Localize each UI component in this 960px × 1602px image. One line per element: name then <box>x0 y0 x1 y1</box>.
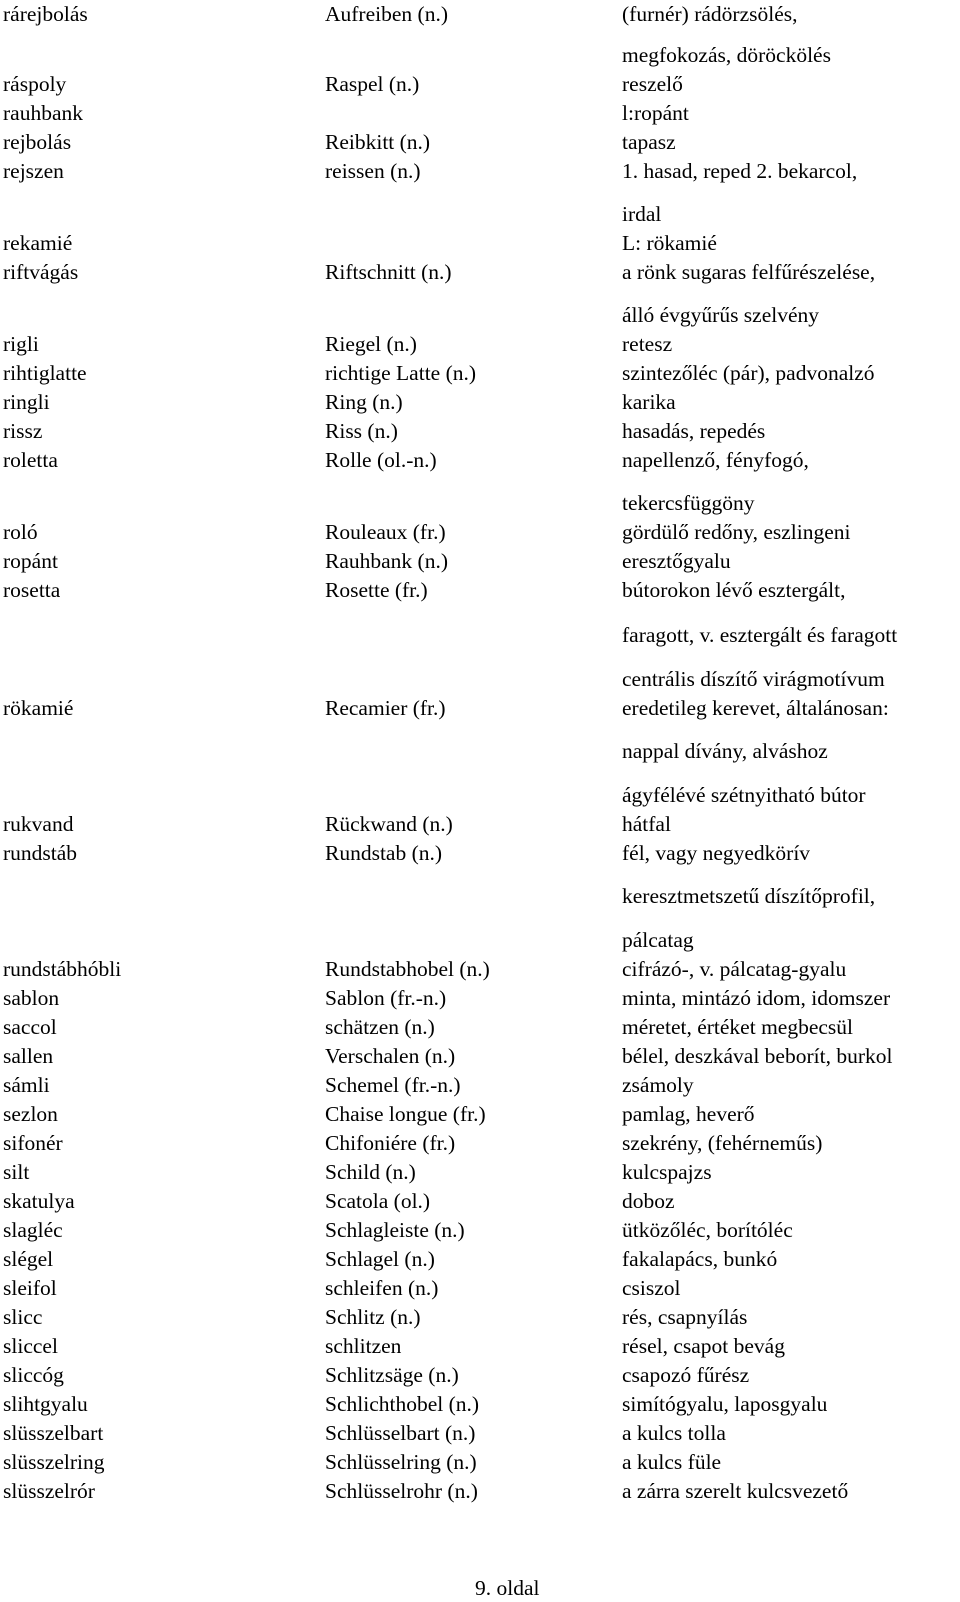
definition: megfokozás, döröckölés <box>622 43 831 67</box>
glossary-row <box>0 70 960 98</box>
definition: pálcatag <box>622 928 694 952</box>
hungarian-term: sleifol <box>3 1276 57 1300</box>
glossary-row <box>0 1013 960 1041</box>
glossary-row <box>0 882 960 910</box>
glossary-row <box>0 99 960 127</box>
hungarian-term: rukvand <box>3 812 74 836</box>
definition: reszelő <box>622 72 683 96</box>
definition: karika <box>622 390 676 414</box>
glossary-row <box>0 446 960 474</box>
glossary-row <box>0 1216 960 1244</box>
source-term: reissen (n.) <box>325 159 421 183</box>
source-term: Sablon (fr.-n.) <box>325 986 447 1010</box>
source-term: Chaise longue (fr.) <box>325 1102 486 1126</box>
hungarian-term: sifonér <box>3 1131 63 1155</box>
glossary-row <box>0 359 960 387</box>
definition: napellenző, fényfogó, <box>622 448 809 472</box>
hungarian-term: roló <box>3 520 38 544</box>
hungarian-term: rekamié <box>3 231 73 255</box>
hungarian-term: saccol <box>3 1015 57 1039</box>
glossary-row <box>0 417 960 445</box>
glossary-row <box>0 388 960 416</box>
definition: a kulcs füle <box>622 1450 722 1474</box>
hungarian-term: sámli <box>3 1073 50 1097</box>
hungarian-term: slüsszelrór <box>3 1479 95 1503</box>
definition: ütközőléc, borítóléc <box>622 1218 793 1242</box>
hungarian-term: rejbolás <box>3 130 72 154</box>
source-term: Rauhbank (n.) <box>325 549 448 573</box>
glossary-row <box>0 1390 960 1418</box>
glossary-row <box>0 1158 960 1186</box>
definition: hasadás, repedés <box>622 419 766 443</box>
hungarian-term: rárejbolás <box>3 2 88 26</box>
definition: nappal dívány, alváshoz <box>622 739 828 763</box>
glossary-row <box>0 1448 960 1476</box>
definition: eresztőgyalu <box>622 549 731 573</box>
definition: pamlag, heverő <box>622 1102 755 1126</box>
glossary-row <box>0 518 960 546</box>
definition: tekercsfüggöny <box>622 491 755 515</box>
glossary-row <box>0 810 960 838</box>
glossary-row <box>0 489 960 517</box>
definition: simítógyalu, laposgyalu <box>622 1392 828 1416</box>
definition: kulcspajzs <box>622 1160 712 1184</box>
glossary-row <box>0 955 960 983</box>
hungarian-term: slüsszelring <box>3 1450 105 1474</box>
glossary-row <box>0 1274 960 1302</box>
glossary-row <box>0 0 960 28</box>
source-term: Rolle (ol.-n.) <box>325 448 437 472</box>
glossary-row <box>0 576 960 604</box>
hungarian-term: riftvágás <box>3 260 79 284</box>
definition: l:ropánt <box>622 101 689 125</box>
glossary-row <box>0 330 960 358</box>
definition: eredetileg kerevet, általánosan: <box>622 696 889 720</box>
glossary-row <box>0 665 960 693</box>
hungarian-term: slihtgyalu <box>3 1392 88 1416</box>
glossary-row <box>0 1303 960 1331</box>
source-term: Recamier (fr.) <box>325 696 446 720</box>
glossary-row <box>0 1419 960 1447</box>
definition: gördülő redőny, eszlingeni <box>622 520 851 544</box>
glossary-row <box>0 984 960 1012</box>
hungarian-term: sallen <box>3 1044 54 1068</box>
glossary-row <box>0 1361 960 1389</box>
source-term: Riftschnitt (n.) <box>325 260 452 284</box>
definition: hátfal <box>622 812 671 836</box>
hungarian-term: sezlon <box>3 1102 58 1126</box>
glossary-row <box>0 621 960 649</box>
hungarian-term: roletta <box>3 448 58 472</box>
definition: álló évgyűrűs szelvény <box>622 303 820 327</box>
definition: zsámoly <box>622 1073 694 1097</box>
source-term: Schlitz (n.) <box>325 1305 421 1329</box>
hungarian-term: sliccóg <box>3 1363 64 1387</box>
hungarian-term: slicc <box>3 1305 43 1329</box>
definition: fakalapács, bunkó <box>622 1247 778 1271</box>
definition: a kulcs tolla <box>622 1421 726 1445</box>
glossary-row <box>0 547 960 575</box>
definition: minta, mintázó idom, idomszer <box>622 986 891 1010</box>
hungarian-term: slégel <box>3 1247 54 1271</box>
source-term: Raspel (n.) <box>325 72 420 96</box>
hungarian-term: sliccel <box>3 1334 58 1358</box>
source-term: richtige Latte (n.) <box>325 361 477 385</box>
definition: 1. hasad, reped 2. bekarcol, <box>622 159 858 183</box>
definition: szintezőléc (pár), padvonalzó <box>622 361 875 385</box>
hungarian-term: rosetta <box>3 578 61 602</box>
hungarian-term: slüsszelbart <box>3 1421 104 1445</box>
glossary-row <box>0 737 960 765</box>
source-term: schätzen (n.) <box>325 1015 435 1039</box>
hungarian-term: rigli <box>3 332 39 356</box>
hungarian-term: rundstáb <box>3 841 78 865</box>
source-term: Rückwand (n.) <box>325 812 453 836</box>
definition: keresztmetszetű díszítőprofil, <box>622 884 876 908</box>
definition: retesz <box>622 332 673 356</box>
definition: méretet, értéket megbecsül <box>622 1015 854 1039</box>
glossary-row <box>0 157 960 185</box>
hungarian-term: ringli <box>3 390 50 414</box>
page-footer <box>0 1574 960 1602</box>
glossary-row <box>0 1245 960 1273</box>
glossary-row <box>0 1129 960 1157</box>
definition: csiszol <box>622 1276 681 1300</box>
glossary-row <box>0 200 960 228</box>
hungarian-term: slagléc <box>3 1218 63 1242</box>
hungarian-term: rissz <box>3 419 43 443</box>
source-term: Schlüsselrohr (n.) <box>325 1479 478 1503</box>
source-term: Verschalen (n.) <box>325 1044 456 1068</box>
definition: csapozó fűrész <box>622 1363 750 1387</box>
source-term: Schlagel (n.) <box>325 1247 435 1271</box>
definition: irdal <box>622 202 662 226</box>
source-term: Schlüsselbart (n.) <box>325 1421 476 1445</box>
source-term: Aufreiben (n.) <box>325 2 448 26</box>
page-number: 9. oldal <box>475 1576 540 1600</box>
definition: résel, csapot bevág <box>622 1334 785 1358</box>
definition: ágyfélévé szétnyitható bútor <box>622 783 866 807</box>
hungarian-term: skatulya <box>3 1189 75 1213</box>
source-term: Chifoniére (fr.) <box>325 1131 456 1155</box>
source-term: Schild (n.) <box>325 1160 416 1184</box>
definition: centrális díszítő virágmotívum <box>622 667 885 691</box>
definition: a rönk sugaras felfűrészelése, <box>622 260 876 284</box>
source-term: Riss (n.) <box>325 419 398 443</box>
definition: doboz <box>622 1189 675 1213</box>
source-term: Rundstabhobel (n.) <box>325 957 490 981</box>
source-term: schlitzen <box>325 1334 402 1358</box>
glossary-row <box>0 41 960 69</box>
hungarian-term: ráspoly <box>3 72 67 96</box>
glossary-row <box>0 1071 960 1099</box>
hungarian-term: ropánt <box>3 549 58 573</box>
definition: (furnér) rádörzsölés, <box>622 2 798 26</box>
definition: bútorokon lévő esztergált, <box>622 578 846 602</box>
hungarian-term: rauhbank <box>3 101 83 125</box>
source-term: Schlagleiste (n.) <box>325 1218 465 1242</box>
glossary-row <box>0 1477 960 1505</box>
source-term: Schemel (fr.-n.) <box>325 1073 461 1097</box>
definition: fél, vagy negyedkörív <box>622 841 811 865</box>
glossary-row <box>0 1332 960 1360</box>
source-term: Schlitzsäge (n.) <box>325 1363 459 1387</box>
source-term: Rundstab (n.) <box>325 841 443 865</box>
definition: bélel, deszkával beborít, burkol <box>622 1044 893 1068</box>
glossary-row <box>0 258 960 286</box>
source-term: Rosette (fr.) <box>325 578 428 602</box>
source-term: Scatola (ol.) <box>325 1189 431 1213</box>
glossary-row <box>0 1187 960 1215</box>
glossary-row <box>0 839 960 867</box>
definition: tapasz <box>622 130 676 154</box>
definition: cifrázó-, v. pálcatag-gyalu <box>622 957 847 981</box>
definition: rés, csapnyílás <box>622 1305 748 1329</box>
source-term: schleifen (n.) <box>325 1276 439 1300</box>
hungarian-term: silt <box>3 1160 30 1184</box>
glossary-row <box>0 128 960 156</box>
hungarian-term: rundstábhóbli <box>3 957 122 981</box>
source-term: Reibkitt (n.) <box>325 130 431 154</box>
hungarian-term: rökamié <box>3 696 74 720</box>
source-term: Rouleaux (fr.) <box>325 520 446 544</box>
definition: faragott, v. esztergált és faragott <box>622 623 898 647</box>
glossary-row <box>0 229 960 257</box>
hungarian-term: rejszen <box>3 159 64 183</box>
glossary-row <box>0 781 960 809</box>
definition: L: rökamié <box>622 231 717 255</box>
source-term: Ring (n.) <box>325 390 403 414</box>
glossary-row <box>0 1100 960 1128</box>
source-term: Schlichthobel (n.) <box>325 1392 480 1416</box>
source-term: Schlüsselring (n.) <box>325 1450 477 1474</box>
definition: a zárra szerelt kulcsvezető <box>622 1479 849 1503</box>
glossary-row <box>0 301 960 329</box>
glossary-row <box>0 926 960 954</box>
hungarian-term: sablon <box>3 986 60 1010</box>
hungarian-term: rihtiglatte <box>3 361 87 385</box>
glossary-row <box>0 694 960 722</box>
glossary-row <box>0 1042 960 1070</box>
source-term: Riegel (n.) <box>325 332 417 356</box>
definition: szekrény, (fehérneműs) <box>622 1131 823 1155</box>
